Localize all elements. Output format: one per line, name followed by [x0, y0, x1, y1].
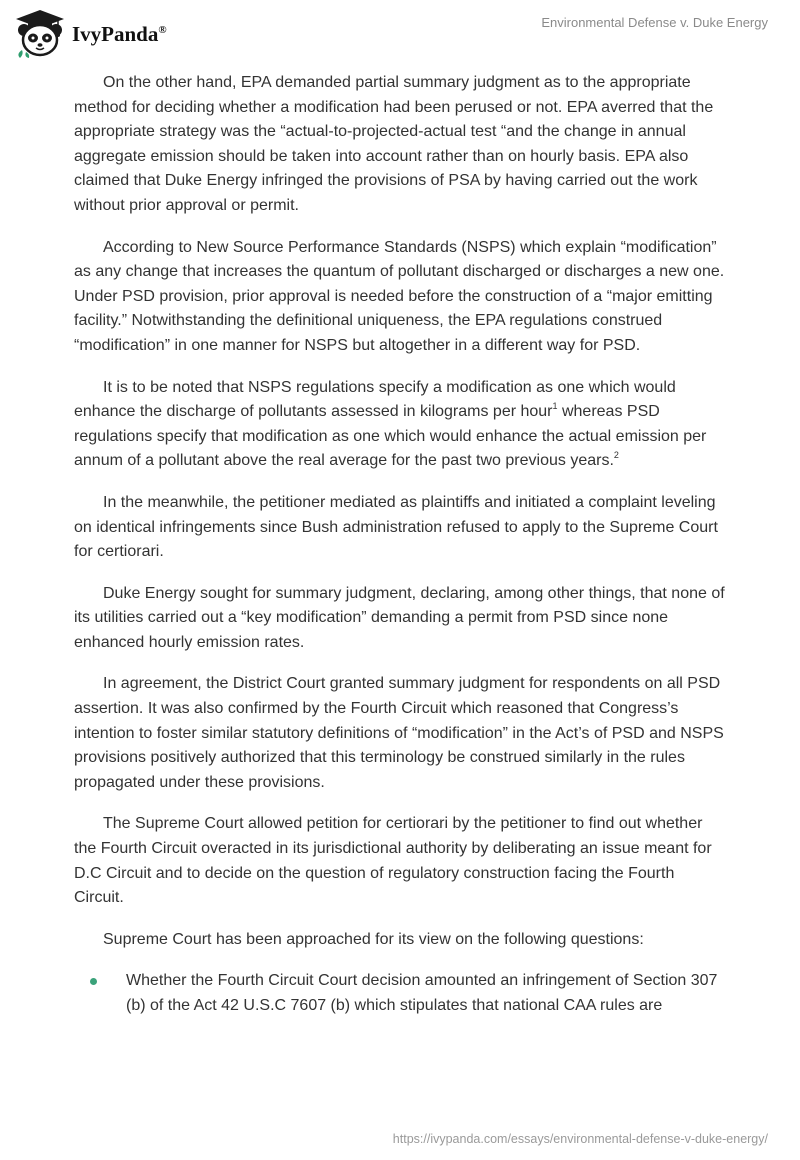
registered-mark: ® — [158, 23, 167, 36]
paragraph: On the other hand, EPA demanded partial summary judgment as to the appropriate method for deciding whether a modification had been perused or not. EPA averred that the appropriate strategy was the “actual-to-projected-actual test “and the change in annual aggregate emission should be taken into account rather than on hourly basis. EPA also claimed that Duke Energy infringed the provisions of PSA by having carried out the work without prior approval or permit. — [74, 74, 714, 214]
source-url[interactable]: https://ivypanda.com/essays/environmental-defense-v-duke-energy/ — [392, 1132, 768, 1146]
footnote-ref[interactable]: 1 — [552, 401, 558, 412]
essay-body — [74, 71, 728, 1019]
list-item-text: Whether the Fourth Circuit Court decision amounted an infringement of Section 307 (b) of the Act 42 U.S.C 7607 (b) which stipulates that national CAA rules are — [126, 972, 718, 1014]
page-header — [0, 0, 800, 70]
document-title: Environmental Defense v. Duke Energy — [541, 15, 768, 30]
panda-graduate-icon — [14, 8, 66, 58]
paragraph: The Supreme Court allowed petition for certiorari by the petitioner to find out whether the Fourth Circuit overacted in its jurisdictional authority by deliberating an issue meant for D.C Circuit and to decide on the question of regulatory construction facing the Fourth Circuit. — [74, 815, 712, 907]
bullet-icon — [90, 978, 97, 985]
paragraph: Supreme Court has been approached for its view on the following questions: — [103, 930, 644, 948]
footnote-ref[interactable]: 2 — [613, 450, 619, 461]
paragraph-text: It is to be noted that NSPS regulations specify a modification as one which would enhance the discharge of pollutants assessed in kilograms per hour — [74, 378, 676, 421]
paragraph-with-footnotes — [74, 376, 728, 474]
brand-name: IvyPanda® — [72, 21, 167, 46]
paragraph: Duke Energy sought for summary judgment, declaring, among other things, that none of its utilities carried out a “key modification” demanding a permit from PSD since none enhanced hourly emission rates. — [74, 584, 725, 651]
paragraph-text: whereas PSD regulations specify that modification as one which would enhance the actual emission per annum of a pollutant above the real average for the past two previous years. — [74, 403, 707, 470]
paragraph: In the meanwhile, the petitioner mediated as plaintiffs and initiated a complaint leveling on identical infringements since Bush administration refused to apply to the Supreme Court for certiorari. — [74, 493, 718, 561]
paragraph: In agreement, the District Court granted summary judgment for respondents on all PSD assertion. It was also confirmed by the Fourth Circuit which reasoned that Congress’s intention to foster similar statutory definitions of “modification” in the Act’s of PSD and NSPS provisions positively authorized that this terminology be construed similarly in the rules propagated under these provisions. — [74, 675, 724, 791]
ivypanda-logo[interactable] — [14, 8, 167, 58]
paragraph: According to New Source Performance Standards (NSPS) which explain “modification” as any change that increases the quantum of pollutant discharged or discharges a new one. Under PSD provision, prior approval is needed before the construction of a “major emitting facility.” Notwithstanding the definitional uniqueness, the EPA regulations construed “modification” in one manner for NSPS but altogether in a different way for PSD. — [74, 238, 725, 354]
question-list — [74, 969, 728, 1018]
list-item — [74, 969, 728, 1018]
